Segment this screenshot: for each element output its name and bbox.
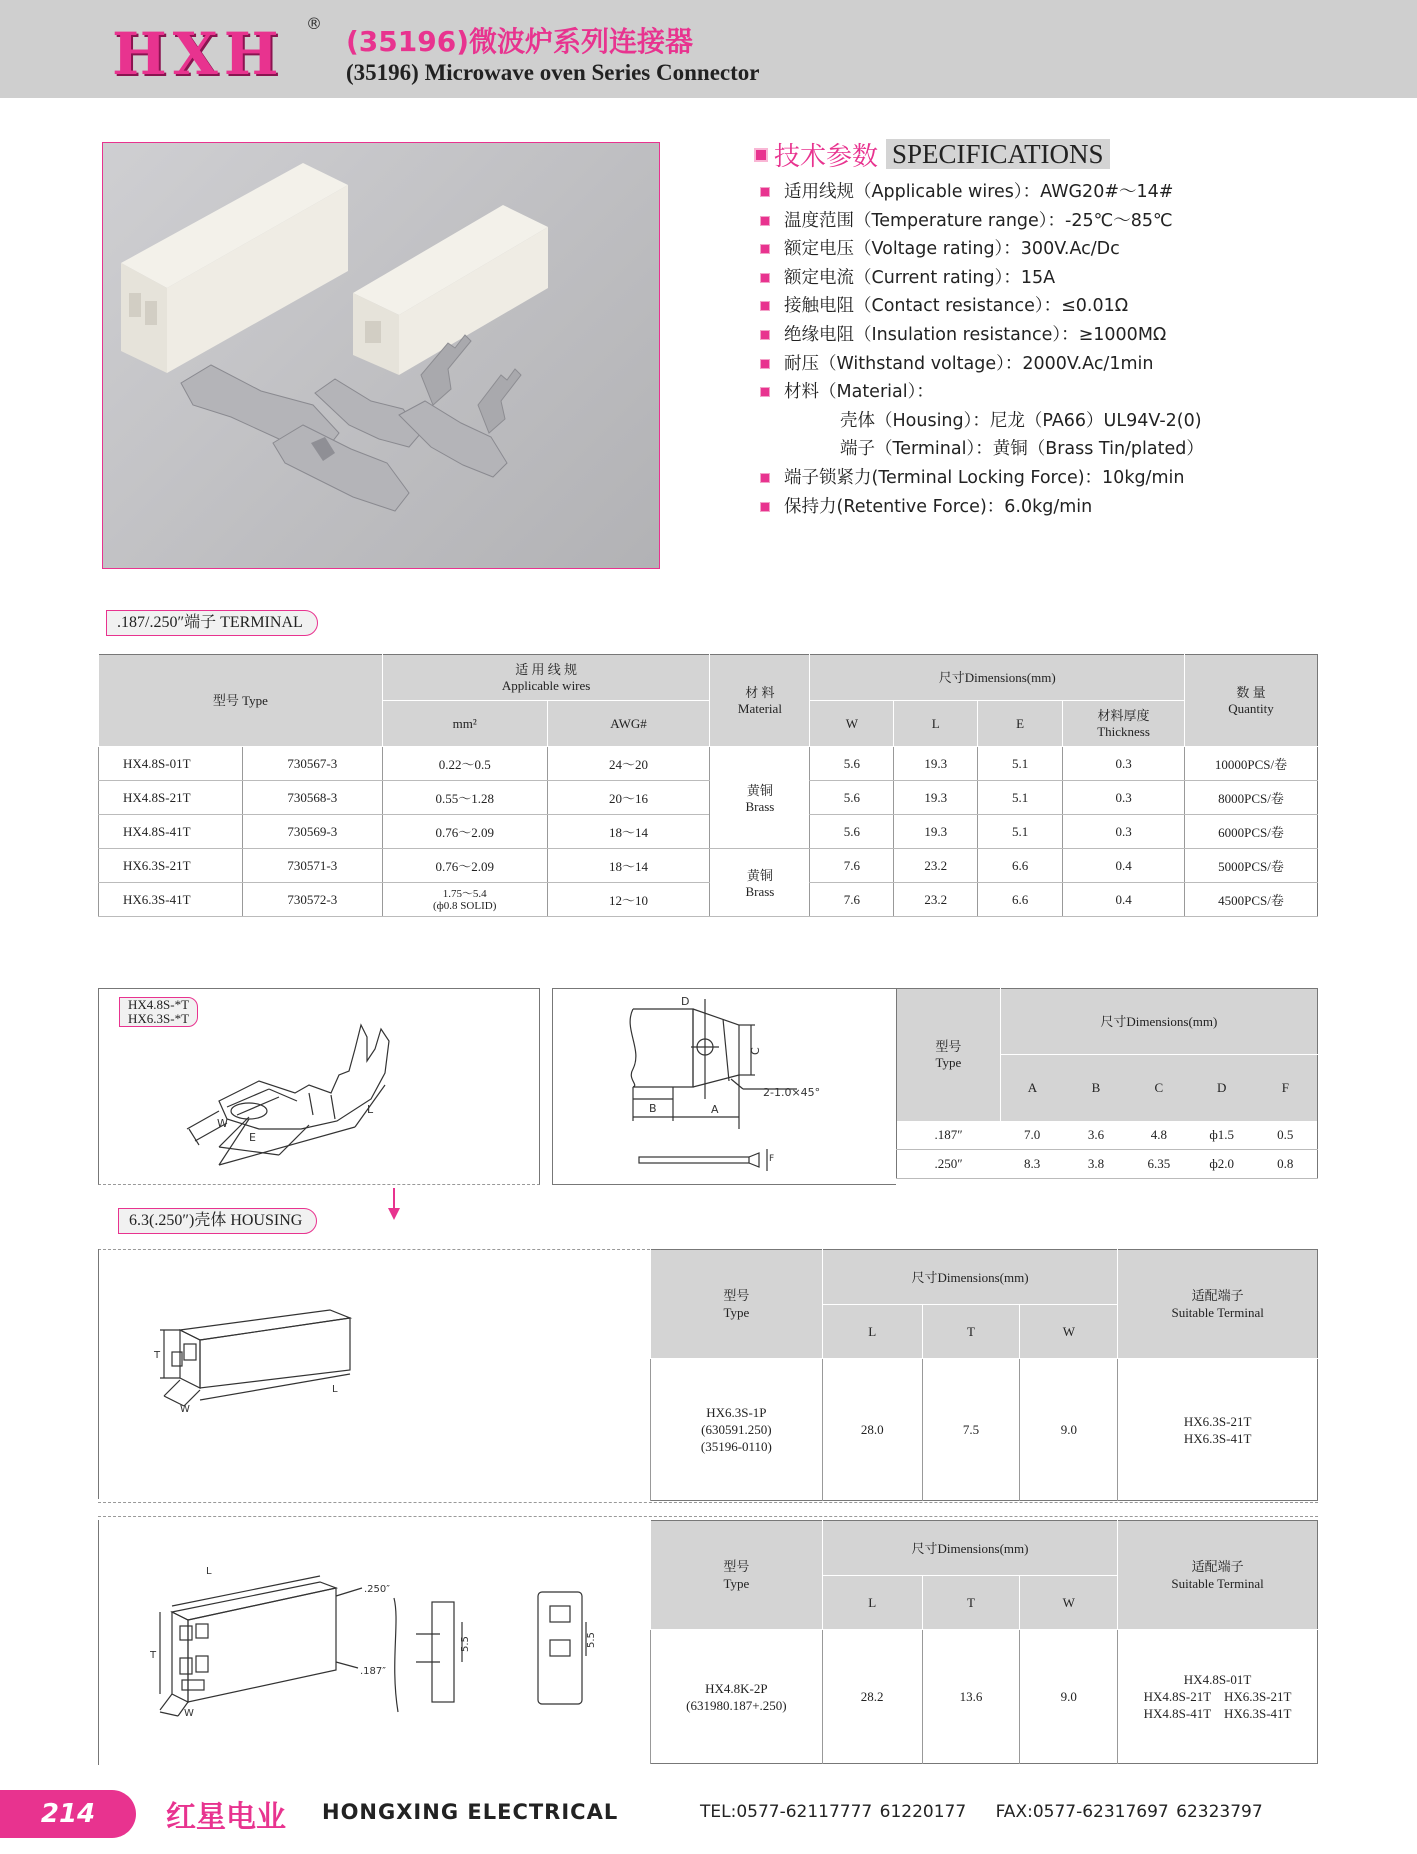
svg-text:D: D xyxy=(681,995,690,1008)
type-header: 型号 Type xyxy=(651,1521,823,1630)
suitable-terminal-header: 适配端子 Suitable Terminal xyxy=(1118,1250,1318,1359)
housing-2p-table: 型号 Type 尺寸Dimensions(mm) 适配端子 Suitable Terminal L T W HX4.8K-2P (631980.187+.250) 28.2 13.6 9.0 HX4.8S-01T HX4.8S-21T HX6.3S-21T HX4.8S-41T HX6.3S-41T xyxy=(650,1520,1318,1764)
dim-250-label: .250″ xyxy=(364,1584,391,1595)
dim-55-label: 5.5 xyxy=(586,1632,597,1648)
svg-text:T: T xyxy=(154,1350,161,1361)
awg-header: AWG# xyxy=(547,701,710,747)
dimensions-header: 尺寸Dimensions(mm) xyxy=(822,1521,1117,1576)
spec-row: 材料（Material）： xyxy=(760,378,1204,407)
svg-text:B: B xyxy=(649,1102,657,1115)
divider xyxy=(98,1520,99,1765)
type-header: 型号 Type xyxy=(651,1250,823,1359)
quantity-header: 数 量 Quantity xyxy=(1185,655,1318,747)
terminal-section-label: .187/.250″端子 TERMINAL xyxy=(106,610,318,636)
svg-text:L: L xyxy=(367,1103,374,1116)
svg-text:F: F xyxy=(769,1154,775,1164)
spec-title-cn: 技术参数 xyxy=(774,142,879,172)
spec-row: 端子（Terminal）：黄铜（Brass Tin/plated） xyxy=(840,439,1204,460)
table-row: HX6.3S-1P (630591.250) (35196-0110) 28.0 7.5 9.0 HX6.3S-21T HX6.3S-41T xyxy=(651,1359,1318,1501)
spec-row: 耐压（Withstand voltage）：2000V.Ac/1min xyxy=(760,350,1204,379)
spec-row: 额定电流（Current rating）：15A xyxy=(760,264,1204,293)
divider xyxy=(98,1249,650,1250)
l-header: L xyxy=(894,701,978,747)
spec-row: 壳体（Housing）：尼龙（PA66）UL94V-2(0) xyxy=(840,410,1202,431)
spec-row: 端子锁紧力(Terminal Locking Force)：10kg/min xyxy=(760,464,1204,493)
svg-text:L: L xyxy=(332,1384,338,1395)
chamfer-label: 2-1.0×45° xyxy=(763,1086,821,1099)
contact-info xyxy=(700,1802,1285,1822)
svg-text:W: W xyxy=(217,1117,228,1130)
svg-text:C: C xyxy=(749,1047,762,1055)
dimensions-header: 尺寸Dimensions(mm) xyxy=(1000,989,1317,1055)
svg-text:L: L xyxy=(206,1566,212,1577)
brand-name-en: HONGXING ELECTRICAL xyxy=(322,1800,619,1824)
suitable-terminal-header: 适配端子 Suitable Terminal xyxy=(1118,1521,1318,1630)
spec-row: 适用线规（Applicable wires）：AWG20#～14# xyxy=(760,178,1204,207)
housing-1p-drawing xyxy=(150,1300,410,1430)
dimensions-header: 尺寸Dimensions(mm) xyxy=(822,1250,1118,1305)
arrow-down-icon xyxy=(386,1188,402,1222)
housing-1p-table: 型号 Type 尺寸Dimensions(mm) 适配端子 Suitable Terminal L T W HX6.3S-1P (630591.250) (35196-0110) 28.0 7.5 9.0 HX6.3S-21T HX6.3S-41T xyxy=(650,1249,1318,1501)
square-bullet-icon xyxy=(760,301,770,311)
type-header: 型号 Type xyxy=(897,989,1001,1121)
page-number: 214 xyxy=(0,1790,136,1838)
table-row: HX4.8S-41T 730569-3 0.76～2.09 18～14 5.6 19.3 5.1 0.3 6000PCS/卷 xyxy=(99,815,1318,849)
spec-row: 接触电阻（Contact resistance）：≤0.01Ω xyxy=(760,292,1204,321)
terminal-drawing xyxy=(98,988,540,1185)
table-row: .187″ 7.0 3.6 4.8 ф1.5 0.5 xyxy=(897,1121,1318,1150)
square-bullet-icon xyxy=(760,244,770,254)
divider xyxy=(98,1249,99,1499)
telephone: TEL:0577-62117777 61220177 xyxy=(700,1802,967,1822)
square-bullet-icon xyxy=(760,359,770,369)
page-header xyxy=(0,0,1417,98)
product-photo xyxy=(102,142,660,569)
square-bullet-icon xyxy=(760,502,770,512)
wires-header: 适 用 线 规 Applicable wires xyxy=(382,655,710,701)
spec-row: 绝缘电阻（Insulation resistance）：≥1000MΩ xyxy=(760,321,1204,350)
table-row: HX4.8K-2P (631980.187+.250) 28.2 13.6 9.0 HX4.8S-01T HX4.8S-21T HX6.3S-21T HX4.8S-41T HX6.3S-41T xyxy=(651,1630,1318,1764)
tab-drawing xyxy=(552,988,896,1185)
fax: FAX:0577-62317697 62323797 xyxy=(995,1802,1263,1822)
material-cell: 黄铜 Brass xyxy=(710,747,810,849)
specifications-list xyxy=(760,178,1204,521)
svg-text:T: T xyxy=(150,1650,157,1661)
page-title-cn: (35196)微波炉系列连接器 xyxy=(346,25,694,58)
tab-dimension-table: 型号 Type 尺寸Dimensions(mm) A B C D F .187″ 7.0 3.6 4.8 ф1.5 0.5 .250″ 8.3 3.8 6.35 ф2.0 0.8 xyxy=(896,988,1318,1179)
svg-text:W: W xyxy=(184,1708,194,1719)
table-row: HX6.3S-21T 730571-3 0.76～2.09 18～14 黄铜 Brass 7.6 23.2 6.6 0.4 5000PCS/卷 xyxy=(99,849,1318,883)
terminal-table xyxy=(98,654,1318,917)
brand-name-cn: 红星电业 xyxy=(166,1800,286,1835)
material-cell: 黄铜 Brass xyxy=(710,849,810,917)
page-title-en: (35196) Microwave oven Series Connector xyxy=(346,60,760,85)
housing-section-label: 6.3(.250″)壳体 HOUSING xyxy=(118,1208,317,1234)
dim-55-label: 5.5 xyxy=(460,1636,471,1652)
spec-title-en: SPECIFICATIONS xyxy=(886,139,1110,169)
table-row: HX4.8S-01T 730567-3 0.22～0.5 24～20 黄铜 Brass 5.6 19.3 5.1 0.3 10000PCS/卷 xyxy=(99,747,1318,781)
thickness-header: 材料厚度 Thickness xyxy=(1063,701,1185,747)
svg-text:A: A xyxy=(711,1103,719,1116)
mm2-header: mm² xyxy=(382,701,547,747)
table-row: HX6.3S-41T 730572-3 1.75～5.4 (ф0.8 SOLID) 12～10 7.6 23.2 6.6 0.4 4500PCS/卷 xyxy=(99,883,1318,917)
square-bullet-icon xyxy=(760,473,770,483)
dimensions-header: 尺寸Dimensions(mm) xyxy=(810,655,1185,701)
divider xyxy=(98,1502,1318,1503)
spec-row: 额定电压（Voltage rating）：300V.Ac/Dc xyxy=(760,235,1204,264)
table-row: .250″ 8.3 3.8 6.35 ф2.0 0.8 xyxy=(897,1150,1318,1179)
square-bullet-icon xyxy=(754,148,768,162)
material-header: 材 料 Material xyxy=(710,655,810,747)
svg-text:E: E xyxy=(249,1131,256,1144)
dim-187-label: .187″ xyxy=(360,1666,387,1677)
table-row: HX4.8S-21T 730568-3 0.55～1.28 20～16 5.6 19.3 5.1 0.3 8000PCS/卷 xyxy=(99,781,1318,815)
spec-row: 温度范围（Temperature range）：-25℃～85℃ xyxy=(760,207,1204,236)
square-bullet-icon xyxy=(760,387,770,397)
w-header: W xyxy=(810,701,894,747)
divider xyxy=(98,1516,1318,1517)
registered-mark: ® xyxy=(306,14,322,33)
specifications-heading xyxy=(754,136,1110,173)
brand-logo: HXH xyxy=(112,20,285,88)
spec-row: 保持力(Retentive Force)：6.0kg/min xyxy=(760,493,1204,522)
square-bullet-icon xyxy=(760,216,770,226)
e-header: E xyxy=(978,701,1063,747)
svg-text:W: W xyxy=(180,1404,190,1415)
drawing-label: HX4.8S-*T HX6.3S-*T xyxy=(119,997,198,1027)
square-bullet-icon xyxy=(760,330,770,340)
square-bullet-icon xyxy=(760,273,770,283)
type-header: 型号 Type xyxy=(99,655,383,747)
square-bullet-icon xyxy=(760,187,770,197)
housing-2p-drawing xyxy=(150,1562,610,1722)
